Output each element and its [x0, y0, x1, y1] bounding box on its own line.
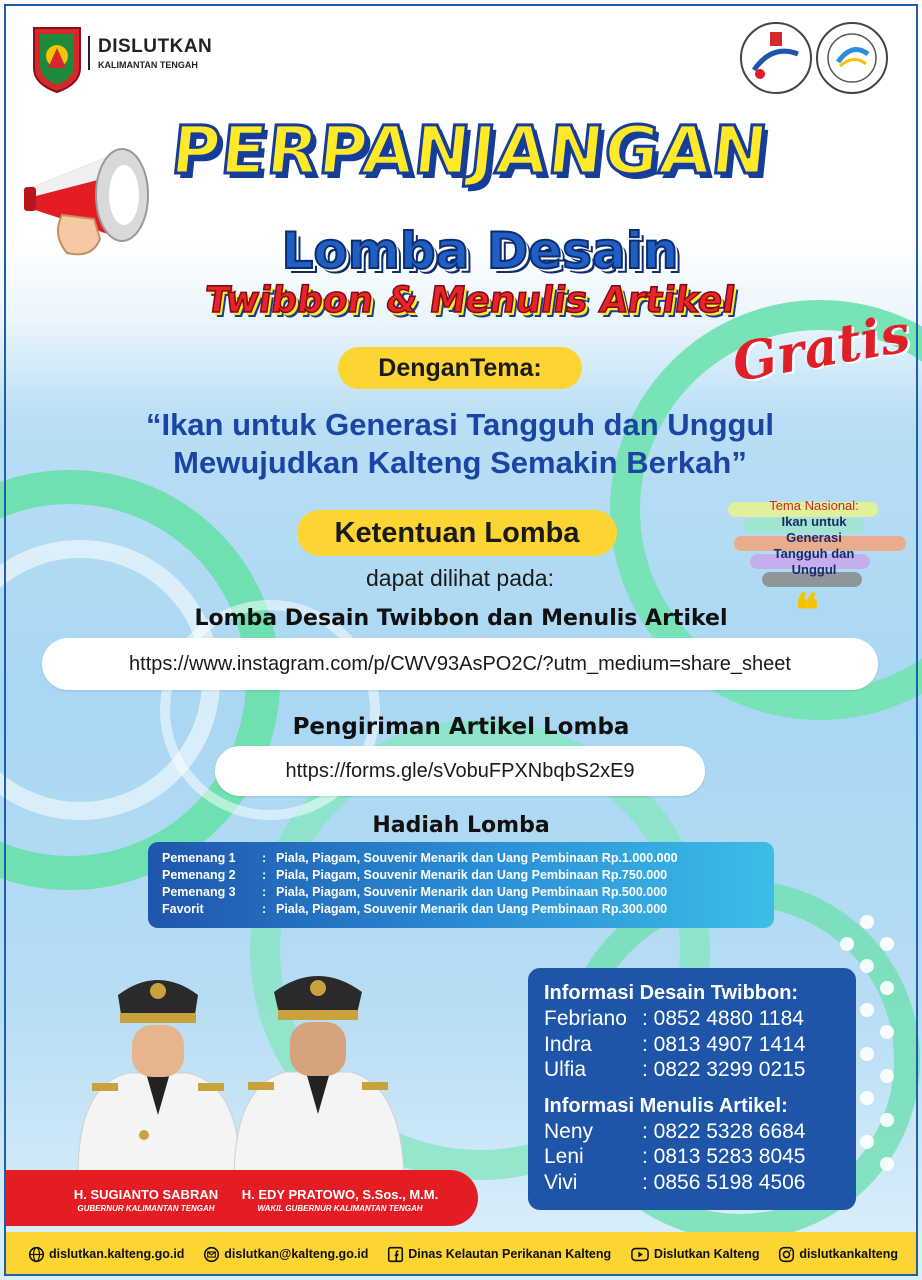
rules-subtitle: dapat dilihat pada: [366, 565, 554, 591]
contact-name: Neny [544, 1119, 594, 1143]
article-info-title: Informasi Menulis Artikel: [544, 1094, 788, 1117]
contact-row [544, 1144, 840, 1170]
prize-desc: Piala, Piagam, Souvenir Menarik dan Uang Pembinaan Rp.500.000 [276, 885, 668, 899]
national-theme-line: Tema Nasional: [769, 498, 859, 513]
footer [6, 1232, 916, 1276]
title-main: PERPANJANGAN [167, 112, 773, 189]
footer-facebook-text: Dinas Kelautan Perikanan Kalteng [408, 1247, 612, 1261]
prize-row: Favorit : Piala, Piagam, Souvenir Menarik dan Uang Pembinaan Rp.300.000 [162, 902, 668, 916]
brand [88, 36, 212, 70]
submission-title: Pengiriman Artikel Lomba [292, 714, 630, 740]
contact-info-box [528, 968, 856, 1210]
footer-email[interactable] [203, 1246, 368, 1263]
governor-title: GUBERNUR KALIMANTAN TENGAH [77, 1204, 215, 1213]
contact-phone: : 0856 5198 4506 [642, 1170, 806, 1194]
contact-phone: : 0852 4880 1184 [642, 1007, 804, 1030]
contact-name: Ulfia [544, 1058, 587, 1081]
national-theme [724, 498, 904, 578]
title-line-1: Lomba Desain [281, 222, 679, 280]
footer-instagram-text: dislutkankalteng [799, 1247, 898, 1261]
prizes-title: Hadiah Lomba [372, 813, 550, 838]
contact-row [544, 1170, 840, 1196]
contact-name: Vivi [544, 1170, 578, 1194]
officials-name-bar [6, 1170, 478, 1226]
prize-desc: Piala, Piagam, Souvenir Menarik dan Uang Pembinaan Rp.1.000.000 [276, 851, 678, 865]
quote-mark-icon: ❝ [795, 585, 819, 636]
theme-text [80, 406, 840, 482]
contact-phone: : 0822 5328 6684 [642, 1119, 806, 1143]
contact-name: Indra [544, 1032, 592, 1056]
event-logo-icon [740, 22, 812, 94]
brand-title: DISLUTKAN [98, 36, 213, 57]
governor-photo [68, 955, 248, 1175]
contact-phone: : 0813 5283 8045 [642, 1145, 806, 1168]
brand-subtitle: KALIMANTAN TENGAH [98, 60, 198, 70]
footer-instagram[interactable] [778, 1246, 898, 1263]
theme-line-1: “Ikan untuk Generasi Tangguh dan Unggul [145, 407, 775, 442]
email-icon [203, 1246, 220, 1263]
kalteng-crest-icon [30, 24, 84, 94]
rules-link-title: Lomba Desain Twibbon dan Menulis Artikel [194, 606, 728, 631]
youtube-icon [630, 1246, 650, 1263]
megaphone-icon [22, 135, 172, 265]
vice-governor-photo [228, 952, 408, 1174]
gratis-label: Gratis [728, 302, 915, 395]
submission-form-link[interactable]: https://forms.gle/sVobuFPXNbqbS2xE9 [215, 746, 705, 796]
prize-row: Pemenang 2 : Piala, Piagam, Souvenir Menarik dan Uang Pembinaan Rp.750.000 [162, 868, 668, 882]
instagram-icon [778, 1246, 795, 1263]
contact-row [544, 1032, 840, 1058]
prizes-box [148, 842, 774, 928]
footer-website-text: dislutkan.kalteng.go.id [49, 1247, 185, 1261]
theme-line-2: Mewujudkan Kalteng Semakin Berkah” [173, 445, 747, 480]
title-line-2: Twibbon & Menulis Artikel [202, 280, 738, 321]
national-theme-line: Unggul [791, 562, 837, 577]
footer-email-text: dislutkan@kalteng.go.id [224, 1247, 369, 1261]
contact-row [544, 1006, 840, 1032]
national-theme-line: Ikan untuk [781, 514, 847, 529]
prize-row: Pemenang 3 : Piala, Piagam, Souvenir Menarik dan Uang Pembinaan Rp.500.000 [162, 885, 668, 899]
contact-phone: : 0813 4907 1414 [642, 1032, 806, 1056]
prize-rank: Pemenang 3 [162, 885, 236, 899]
facebook-icon [387, 1246, 404, 1263]
vice-governor-title: WAKIL GUBERNUR KALIMANTAN TENGAH [257, 1204, 423, 1213]
footer-youtube-text: Dislutkan Kalteng [653, 1247, 760, 1261]
footer-website[interactable] [28, 1246, 184, 1263]
globe-icon [28, 1246, 45, 1263]
national-theme-line: Tangguh dan [773, 546, 855, 561]
prize-desc: Piala, Piagam, Souvenir Menarik dan Uang Pembinaan Rp.750.000 [276, 868, 668, 882]
prize-rank: Pemenang 1 [162, 851, 236, 865]
contact-name: Leni [544, 1145, 584, 1168]
harkannas-logo-icon [816, 22, 888, 94]
contact-name: Febriano [544, 1007, 627, 1030]
prize-row: Pemenang 1 : Piala, Piagam, Souvenir Menarik dan Uang Pembinaan Rp.1.000.000 [162, 851, 678, 865]
prize-rank: Pemenang 2 [162, 868, 236, 882]
twibbon-info-title: Informasi Desain Twibbon: [544, 982, 799, 1004]
theme-label: DenganTema: [338, 347, 582, 389]
prize-rank: Favorit [162, 902, 204, 916]
vice-governor-name: H. EDY PRATOWO, S.Sos., M.M. [241, 1187, 439, 1202]
footer-facebook[interactable] [387, 1246, 611, 1263]
rules-label: Ketentuan Lomba [297, 510, 617, 556]
governor-name: H. SUGIANTO SABRAN [73, 1187, 219, 1202]
instagram-link[interactable]: https://www.instagram.com/p/CWV93AsPO2C/?utm_medium=share_sheet [42, 638, 878, 690]
contact-row [544, 1057, 840, 1083]
national-theme-line: Generasi [786, 530, 842, 545]
contact-phone: : 0822 3299 0215 [642, 1058, 806, 1081]
contact-row [544, 1119, 840, 1145]
prize-desc: Piala, Piagam, Souvenir Menarik dan Uang Pembinaan Rp.300.000 [276, 902, 668, 916]
footer-youtube[interactable] [630, 1246, 760, 1263]
